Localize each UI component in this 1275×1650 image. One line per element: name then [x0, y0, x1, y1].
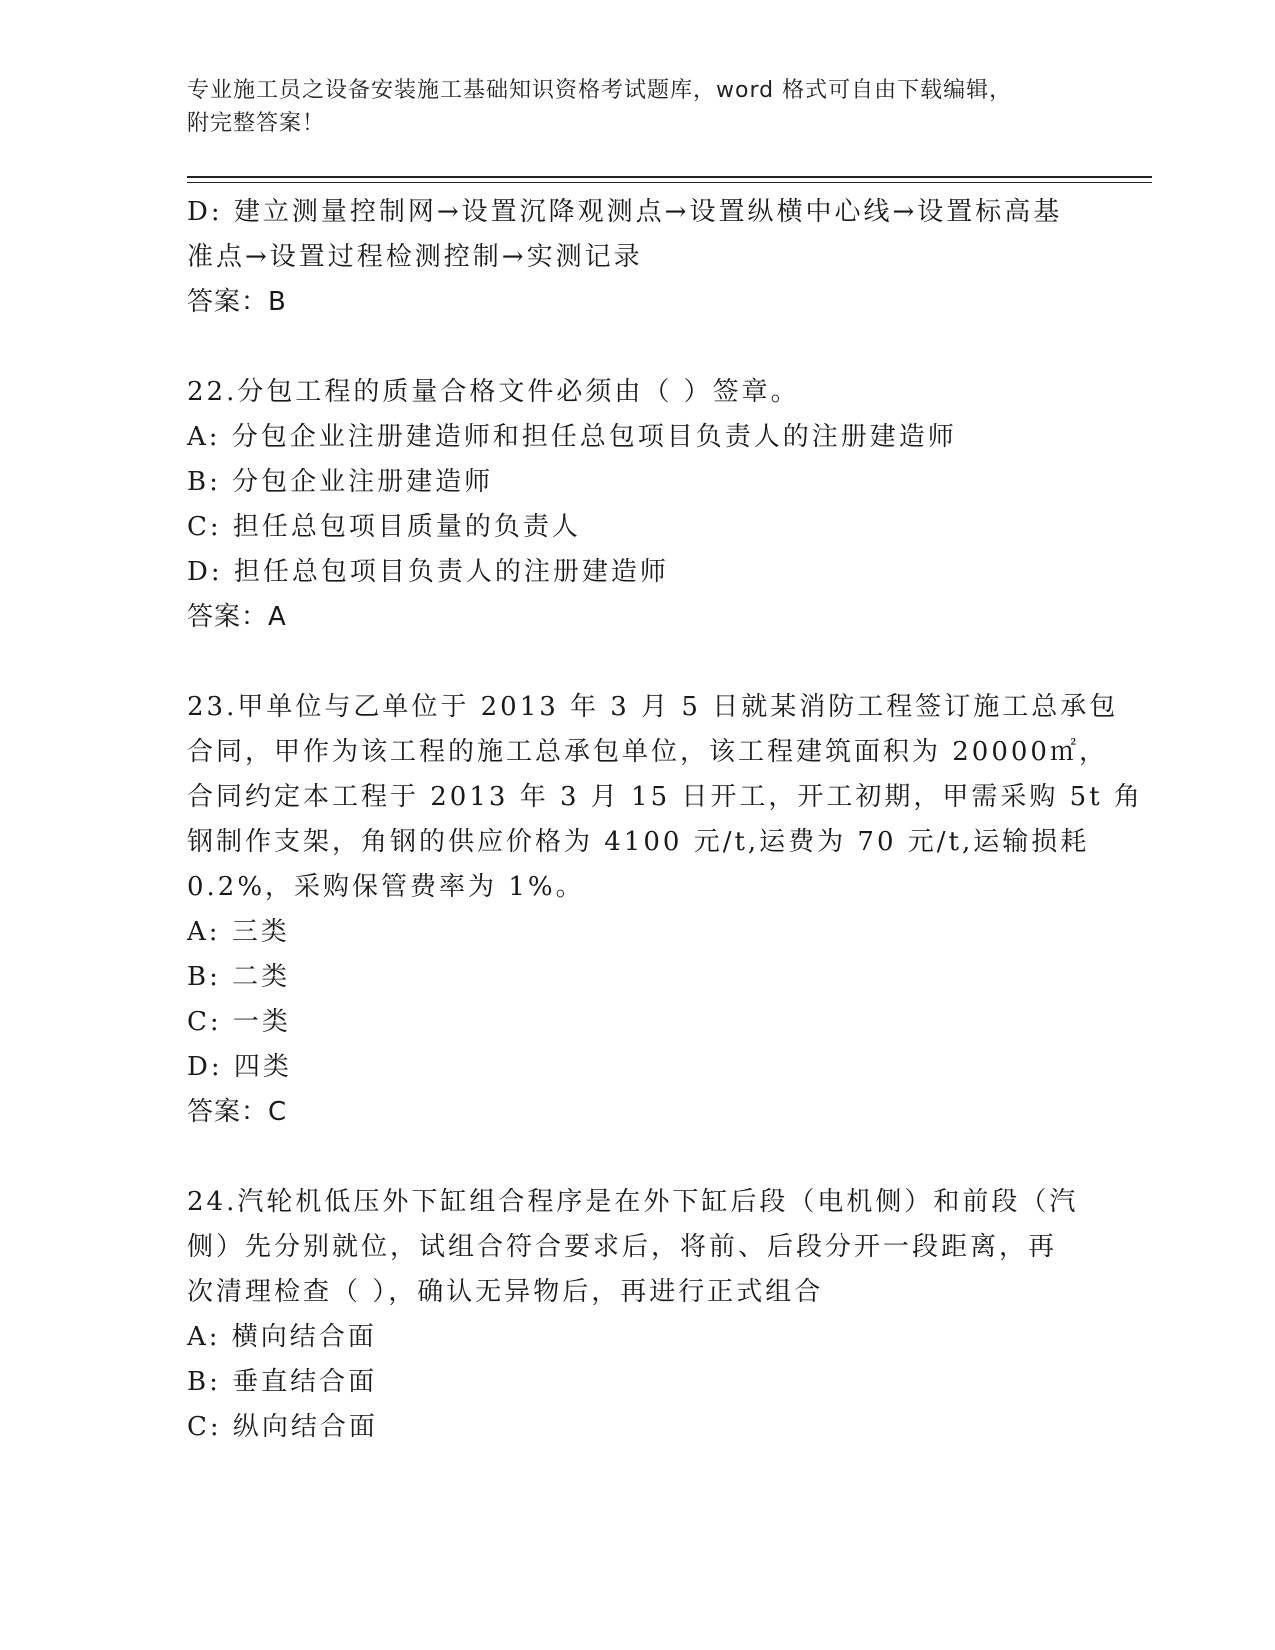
option-c: C: 一类 — [187, 1007, 291, 1037]
header-divider-thin — [187, 182, 1152, 183]
option-a: A: 三类 — [187, 917, 290, 947]
answer: 答案：C — [187, 1097, 288, 1127]
question-22 — [187, 370, 1087, 640]
question-stem-continued: 合同，甲作为该工程的施工总承包单位，该工程建筑面积为 20000㎡， — [187, 737, 1108, 767]
option-d-continued: 准点→设置过程检测控制→实测记录 — [187, 242, 643, 272]
question-stem-continued: 0.2%，采购保管费率为 1%。 — [187, 872, 585, 902]
option-d: D: 担任总包项目负责人的注册建造师 — [187, 557, 669, 587]
option-a: A: 横向结合面 — [187, 1322, 377, 1352]
question-stem-continued: 侧）先分别就位，试组合符合要求后，将前、后段分开一段距离，再 — [187, 1232, 1058, 1262]
question-stem-continued: 合同约定本工程于 2013 年 3 月 15 日开工，开工初期，甲需采购 5t 角 — [187, 782, 1143, 812]
question-23 — [187, 685, 1143, 1135]
option-b: B: 分包企业注册建造师 — [187, 467, 494, 497]
document-header — [187, 74, 1087, 140]
question-stem-continued: 钢制作支架，角钢的供应价格为 4100 元/t,运费为 70 元/t,运输损耗 — [187, 827, 1090, 857]
question-stem: 23.甲单位与乙单位于 2013 年 3 月 5 日就某消防工程签订施工总承包 — [187, 692, 1119, 722]
answer: 答案：A — [187, 602, 287, 632]
answer: 答案：B — [187, 287, 287, 317]
question-21-tail — [187, 190, 1087, 325]
option-c: C: 纵向结合面 — [187, 1412, 378, 1442]
question-content — [187, 190, 1143, 1450]
option-b: B: 垂直结合面 — [187, 1367, 378, 1397]
option-d: D: 四类 — [187, 1052, 292, 1082]
option-c: C: 担任总包项目质量的负责人 — [187, 512, 581, 542]
spacer — [187, 640, 1087, 685]
header-divider-thick — [187, 176, 1152, 178]
question-24 — [187, 1180, 1087, 1450]
option-d: D: 建立测量控制网→设置沉降观测点→设置纵横中心线→设置标高基 — [187, 197, 1063, 227]
header-line-2: 附完整答案！ — [187, 111, 326, 136]
option-a: A: 分包企业注册建造师和担任总包项目负责人的注册建造师 — [187, 422, 957, 452]
spacer — [187, 325, 1087, 370]
spacer — [187, 1135, 1087, 1180]
question-stem: 24.汽轮机低压外下缸组合程序是在外下缸后段（电机侧）和前段（汽 — [187, 1187, 1079, 1217]
header-line-1: 专业施工员之设备安装施工基础知识资格考试题库，word 格式可自由下载编辑， — [187, 78, 1013, 103]
question-stem: 22.分包工程的质量合格文件必须由（ ）签章。 — [187, 377, 800, 407]
question-stem-continued: 次清理检查（ ），确认无异物后，再进行正式组合 — [187, 1277, 824, 1307]
option-b: B: 二类 — [187, 962, 291, 992]
